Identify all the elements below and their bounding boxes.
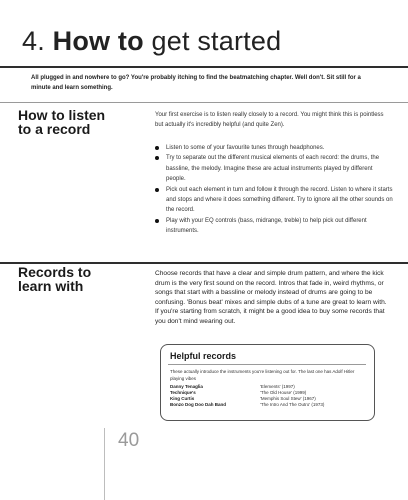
helpful-records-rule (168, 364, 366, 365)
helpful-records-box (160, 344, 375, 421)
section-listen-body: Your first exercise is to listen really closely to a record. You might think this is pointless but actually it's incredibly helpful (and quite Zen). (155, 112, 384, 129)
bullet-item: Try to separate out the different musical elements of each record: the drums, the bassline, the melody. Imagine these are actual instruments played by different people. (150, 153, 393, 184)
record-artist: Technique's (170, 390, 196, 395)
bullet-item: Listen to some of your favourite tunes through headphones. (150, 143, 393, 153)
bullet-item: Pick out each element in turn and follow it through the record. Listen to where it starts and stops and where it does something different. Try to ignore all the other sounds on the record. (150, 185, 393, 216)
page-number: 40 (118, 430, 140, 451)
record-song: 'Elements' (1997) (260, 384, 295, 389)
section-heading-records (18, 265, 91, 293)
listen-bullet-list (150, 143, 393, 237)
record-song: 'Memphis Soul Stew' (1967) (260, 396, 316, 401)
chapter-number: 4. (22, 26, 45, 56)
section-records-body: Choose records that have a clear and simple drum pattern, and where the kick drum is the very first sound on the record. Intros that fade in, weird rhythms, or songs that start with a bassline or melody instead of drums are going to be confusing. 'Bonus beat' mixes and simple dubs of a tune are great to learn with. If you're starting from scratch, it might be a good idea to buy some records that you don't mind wearing out. (155, 270, 387, 325)
section-heading-line: learn with (18, 278, 84, 294)
intro-rule (0, 102, 408, 103)
record-artist: King Curtis (170, 396, 195, 401)
bullet-item: Play with your EQ controls (bass, midrange, treble) to help pick out different instruments. (150, 216, 393, 237)
helpful-records-intro: These actually introduce the instruments you're listening out for. The last one has Adolf Hitler playing vibes (170, 369, 355, 381)
helpful-records-title: Helpful records (170, 351, 237, 361)
section-heading-line: How to listen (18, 107, 106, 123)
section-heading-line: to a record (18, 121, 91, 137)
section-heading-line: Records to (18, 264, 92, 280)
intro-text: All plugged in and nowhere to go? You're probably itching to find the beatmatching chapter. Well don't. Sit still for a minute and learn something. (31, 75, 361, 91)
chapter-title (22, 28, 281, 55)
record-artist: Bonzo Dog Doo Dah Band (170, 402, 226, 407)
chapter-title-rest: get started (151, 26, 282, 56)
section-heading-listen (18, 108, 105, 136)
title-rule (0, 66, 408, 68)
chapter-title-bold: How to (52, 26, 144, 56)
record-song: 'The Old House' (1999) (260, 390, 307, 395)
record-song: 'The Intro And The Outro' (1973) (260, 402, 325, 407)
page-gutter-line (104, 428, 105, 500)
table-row (170, 402, 368, 408)
record-artist: Danny Tenaglia (170, 384, 203, 389)
helpful-records-table (170, 384, 368, 408)
